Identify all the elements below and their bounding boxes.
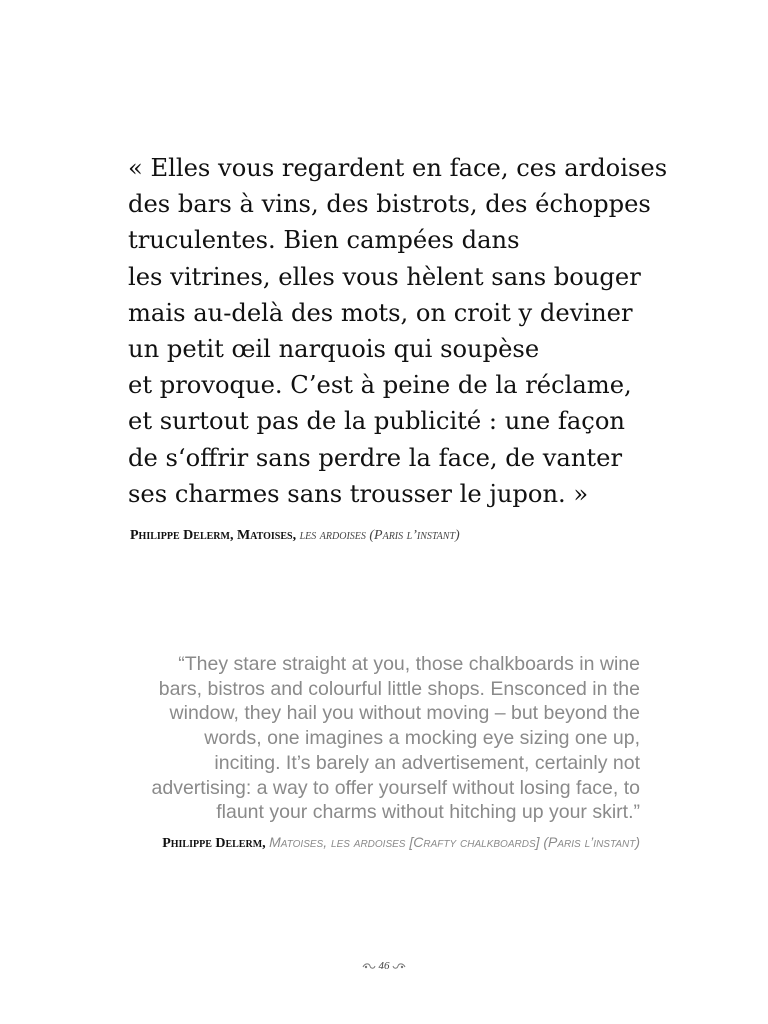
french-quote-line: ses charmes sans trousser le jupon. » <box>128 479 589 508</box>
page-footer <box>0 960 768 972</box>
english-quote-line: inciting. It’s barely an advertisement, certainly not <box>214 751 640 774</box>
left-flourish-icon <box>362 961 376 971</box>
english-quote-line: words, one imagines a mocking eye sizing one up, <box>204 727 640 750</box>
right-flourish-icon <box>392 961 406 971</box>
english-attribution-source: Matoises, les ardoises [Crafty chalkboards] (Paris l’instant) <box>269 834 640 850</box>
french-attribution-source: les ardoises (Paris l’instant) <box>299 528 460 543</box>
english-attribution-author: Philippe Delerm, <box>162 836 266 851</box>
english-quote-line: advertising: a way to offer yourself without losing face, to <box>151 776 640 799</box>
french-quote-line: un petit œil narquois qui soupèse <box>128 335 540 364</box>
french-quote-line: truculentes. Bien campées dans <box>128 226 520 255</box>
french-quote-line: les vitrines, elles vous hèlent sans bouger <box>128 262 641 291</box>
french-quote-line: de s‘offrir sans perdre la face, de vanter <box>128 443 623 472</box>
french-quote-line: et provoque. C’est à peine de la réclame, <box>128 371 632 400</box>
french-quote-line: « Elles vous regardent en face, ces ardoises <box>128 154 668 182</box>
english-quote <box>100 652 640 825</box>
english-quote-line: window, they hail you without moving – but beyond the <box>169 702 640 725</box>
english-quote-line: “They stare straight at you, those chalkboards in wine <box>178 653 640 675</box>
english-quote-line: flaunt your charms without hitching up your skirt.” <box>216 801 640 824</box>
french-quote <box>128 150 668 512</box>
french-quote-line: et surtout pas de la publicité : une façon <box>128 407 625 436</box>
french-quote-line: des bars à vins, des bistrots, des échoppes <box>128 190 651 219</box>
french-quote-line: mais au-delà des mots, on croit y deviner <box>128 298 633 327</box>
english-quote-line: bars, bistros and colourful little shops. Ensconced in the <box>158 677 640 700</box>
page-number: 46 <box>378 960 390 972</box>
french-attribution <box>130 528 460 544</box>
french-attribution-author: Philippe Delerm, Matoises, <box>130 528 297 543</box>
english-attribution <box>162 834 640 852</box>
